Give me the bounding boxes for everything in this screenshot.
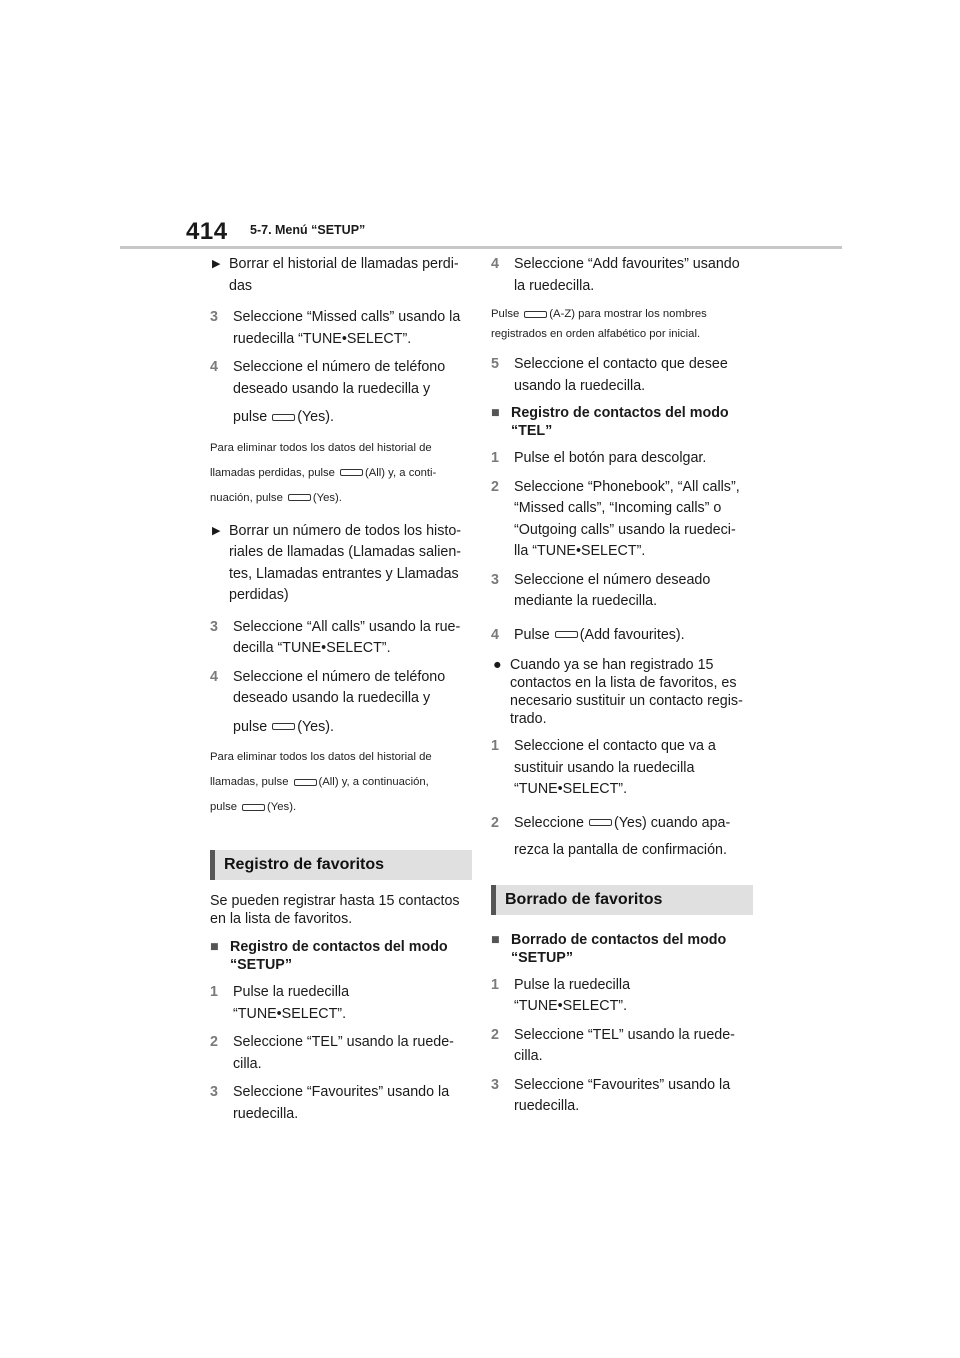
- step-number: 3: [210, 309, 218, 325]
- triangle-bullet-icon: ▶: [212, 258, 221, 270]
- step-number: 4: [210, 668, 218, 685]
- section-heading-registro: Registro de favoritos: [210, 850, 472, 880]
- step-number: 2: [210, 1034, 218, 1050]
- bullet-missed-history: ▶ Borrar el historial de llamadas perdi- das: [212, 256, 459, 294]
- square-bullet-icon: ■: [491, 405, 500, 421]
- step-number: 5: [491, 356, 499, 372]
- step-number: 3: [210, 1084, 218, 1100]
- note-delete-missed: Para eliminar todos los datos del historial de llamadas perdidas, pulse (All) y, a conti- nuación, pulse (Yes).: [210, 441, 437, 504]
- step-number: 1: [491, 976, 499, 993]
- step-2-replace: 2 Seleccione (Yes) cuando apa- rezca la pantalla de confirmación.: [491, 814, 731, 858]
- step-2-tel: 2 Seleccione “Phonebook”, “All calls”, “Missed calls”, “Incoming calls” o “Outgoing calls” usando la ruedeci- lla “TUNE•SELECT”.: [491, 478, 740, 559]
- note-az: Pulse (A-Z) para mostrar los nombres registrados en orden alfabético por inicial.: [491, 308, 707, 340]
- left-column: [210, 254, 472, 1132]
- bullet-delete-number: ▶ Borrar un número de todos los histo- riales de llamadas (Llamadas salien- tes, Llamadas entrantes y Llamadas perdidas): [212, 522, 462, 603]
- subheading-tel-register: ■ Registro de contactos del modo “TEL”: [491, 405, 729, 439]
- az-button-icon: [524, 311, 547, 318]
- step-3-register: 3 Seleccione “Favourites” usando la ruedecilla.: [210, 1084, 450, 1122]
- intro-text: Se pueden registrar hasta 15 contactos en la lista de favoritos.: [210, 893, 460, 927]
- yes-button-icon: [242, 804, 265, 811]
- step-2-delete: 2 Seleccione “TEL” usando la ruede- cilla.: [491, 1026, 735, 1064]
- step-1-register: 1 Pulse la ruedecilla “TUNE•SELECT”.: [210, 984, 350, 1022]
- right-column: [491, 254, 753, 1125]
- step-4-all-calls: 4 Seleccione el número de teléfono deseado usando la ruedecilla y pulse (Yes).: [210, 668, 446, 735]
- step-4-add-favourites: 4 Seleccione “Add favourites” usando la ruedecilla.: [491, 256, 740, 294]
- step-3-delete: 3 Seleccione “Favourites” usando la ruedecilla.: [491, 1076, 731, 1114]
- step-1-tel: 1 Pulse el botón para descolgar.: [491, 448, 753, 470]
- yes-button-icon: [272, 414, 295, 421]
- step-number: 2: [491, 814, 499, 831]
- step-2-register: 2 Seleccione “TEL” usando la ruede- cilla.: [210, 1034, 454, 1072]
- step-5-register: 5 Seleccione el contacto que desee usando la ruedecilla.: [491, 356, 728, 394]
- header-rule: [120, 246, 842, 249]
- yes-button-icon: [288, 494, 311, 501]
- yes-button-icon: [589, 819, 612, 826]
- step-number: 2: [491, 478, 499, 495]
- section-heading-borrado: Borrado de favoritos: [491, 885, 753, 915]
- note-delete-all: Para eliminar todos los datos del historial de llamadas, pulse (All) y, a continuación, pulse (Yes).: [210, 751, 432, 813]
- section-title: 5-7. Menú “SETUP”: [250, 223, 366, 237]
- step-number: 1: [491, 450, 499, 466]
- step-3-missed: 3 Seleccione “Missed calls” usando la ruedecilla “TUNE•SELECT”.: [210, 309, 461, 347]
- subheading-setup-delete: ■ Borrado de contactos del modo “SETUP”: [491, 931, 727, 966]
- step-number: 2: [491, 1026, 499, 1043]
- note-replace-contact: ● Cuando ya se han registrado 15 contactos en la lista de favoritos, es necesario sustituir un contacto regis-trado.: [493, 657, 743, 727]
- step-number: 4: [491, 626, 499, 643]
- step-4-tel: 4 Pulse (Add favourites).: [491, 625, 753, 647]
- page-number: 414: [186, 218, 228, 245]
- step-1-delete: 1 Pulse la ruedecilla “TUNE•SELECT”.: [491, 976, 631, 1014]
- step-number: 4: [210, 359, 218, 375]
- step-number: 4: [491, 256, 499, 272]
- yes-button-icon: [272, 723, 295, 730]
- square-bullet-icon: ■: [491, 931, 500, 948]
- all-button-icon: [340, 469, 363, 476]
- step-number: 3: [491, 571, 499, 588]
- step-number: 3: [491, 1076, 499, 1093]
- step-number: 1: [491, 738, 499, 754]
- triangle-bullet-icon: ▶: [212, 524, 221, 537]
- all-button-icon: [294, 779, 317, 786]
- step-1-replace: 1 Seleccione el contacto que va a sustituir usando la ruedecilla “TUNE•SELECT”.: [491, 738, 716, 797]
- step-number: 1: [210, 984, 218, 1000]
- subheading-setup-register: ■ Registro de contactos del modo “SETUP”: [210, 939, 448, 973]
- round-bullet-icon: ●: [493, 657, 502, 673]
- add-favourites-button-icon: [555, 631, 578, 638]
- step-3-all-calls: 3 Seleccione “All calls” usando la rue- decilla “TUNE•SELECT”.: [210, 618, 461, 656]
- square-bullet-icon: ■: [210, 939, 219, 955]
- step-4-missed: 4 Seleccione el número de teléfono deseado usando la ruedecilla y pulse (Yes).: [210, 359, 446, 425]
- step-number: 3: [210, 618, 218, 635]
- step-3-tel: 3 Seleccione el número deseado mediante la ruedecilla.: [491, 571, 711, 609]
